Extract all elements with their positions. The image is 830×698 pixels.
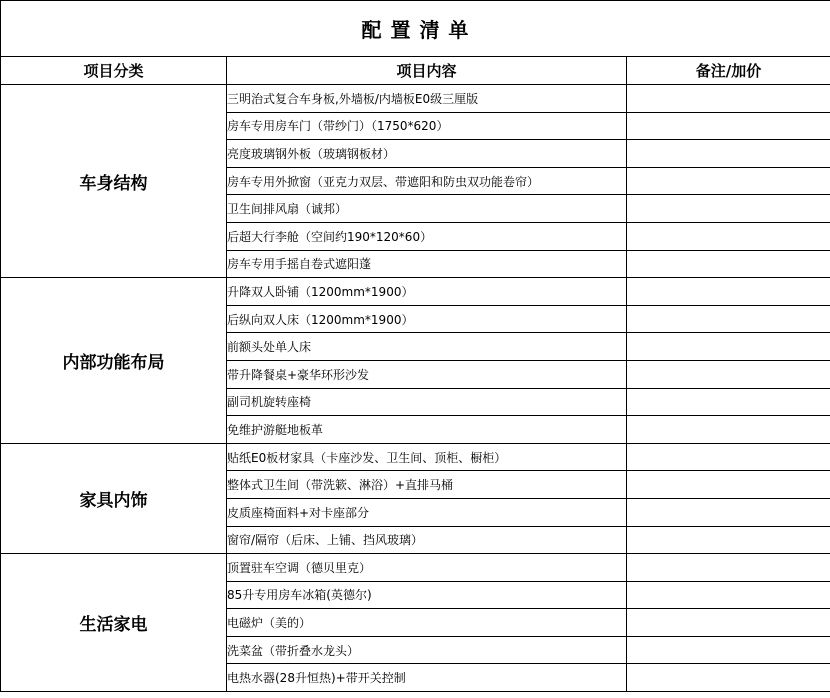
item-content-cell: 洗菜盆（带折叠水龙头）	[227, 636, 627, 664]
note-cell	[627, 222, 830, 250]
note-cell	[627, 609, 830, 637]
header-content: 项目内容	[227, 57, 627, 85]
note-cell	[627, 636, 830, 664]
item-content-cell: 房车专用外掀窗（亚克力双层、带遮阳和防虫双功能卷帘）	[227, 167, 627, 195]
note-cell	[627, 664, 830, 692]
category-cell: 内部功能布局	[1, 278, 227, 444]
note-cell	[627, 278, 830, 306]
note-cell	[627, 333, 830, 361]
header-note: 备注/加价	[627, 57, 830, 85]
note-cell	[627, 305, 830, 333]
header-category: 项目分类	[1, 57, 227, 85]
item-content-cell: 窗帘/隔帘（后床、上铺、挡风玻璃）	[227, 526, 627, 554]
note-cell	[627, 471, 830, 499]
note-cell	[627, 498, 830, 526]
item-content-cell: 三明治式复合车身板,外墙板/内墙板E0级三厘版	[227, 85, 627, 113]
item-content-cell: 后纵向双人床（1200mm*1900）	[227, 305, 627, 333]
table-row	[1, 554, 830, 582]
item-content-cell: 卫生间排风扇（诚邦）	[227, 195, 627, 223]
note-cell	[627, 416, 830, 444]
item-content-cell: 升降双人卧铺（1200mm*1900）	[227, 278, 627, 306]
item-content-cell: 电热水器(28升恒热)+带开关控制	[227, 664, 627, 692]
item-content-cell: 皮质座椅面料+对卡座部分	[227, 498, 627, 526]
note-cell	[627, 443, 830, 471]
note-cell	[627, 250, 830, 278]
category-cell: 家具内饰	[1, 443, 227, 553]
note-cell	[627, 581, 830, 609]
table-row	[1, 443, 830, 471]
note-cell	[627, 140, 830, 168]
item-content-cell: 85升专用房车冰箱(英德尔)	[227, 581, 627, 609]
item-content-cell: 房车专用手摇自卷式遮阳蓬	[227, 250, 627, 278]
header-row	[1, 57, 830, 85]
table-row	[1, 85, 830, 113]
note-cell	[627, 554, 830, 582]
note-cell	[627, 526, 830, 554]
table-title: 配 置 清 单	[361, 18, 470, 42]
item-content-cell: 亮度玻璃钢外板（玻璃钢板材）	[227, 140, 627, 168]
item-content-cell: 前额头处单人床	[227, 333, 627, 361]
category-cell: 生活家电	[1, 554, 227, 692]
item-content-cell: 副司机旋转座椅	[227, 388, 627, 416]
note-cell	[627, 388, 830, 416]
item-content-cell: 后超大行李舱（空间约190*120*60）	[227, 222, 627, 250]
item-content-cell: 电磁炉（美的）	[227, 609, 627, 637]
title-row	[1, 1, 830, 57]
item-content-cell: 顶置驻车空调（德贝里克）	[227, 554, 627, 582]
note-cell	[627, 360, 830, 388]
table-title-cell	[1, 1, 830, 57]
item-content-cell: 整体式卫生间（带洗簌、淋浴）+直排马桶	[227, 471, 627, 499]
item-content-cell: 免维护游艇地板革	[227, 416, 627, 444]
table-row	[1, 278, 830, 306]
item-content-cell: 房车专用房车门（带纱门）（1750*620）	[227, 112, 627, 140]
note-cell	[627, 85, 830, 113]
note-cell	[627, 167, 830, 195]
item-content-cell: 带升降餐桌+豪华环形沙发	[227, 360, 627, 388]
category-cell: 车身结构	[1, 85, 227, 278]
item-content-cell: 贴纸E0板材家具（卡座沙发、卫生间、顶柜、橱柜）	[227, 443, 627, 471]
note-cell	[627, 112, 830, 140]
note-cell	[627, 195, 830, 223]
